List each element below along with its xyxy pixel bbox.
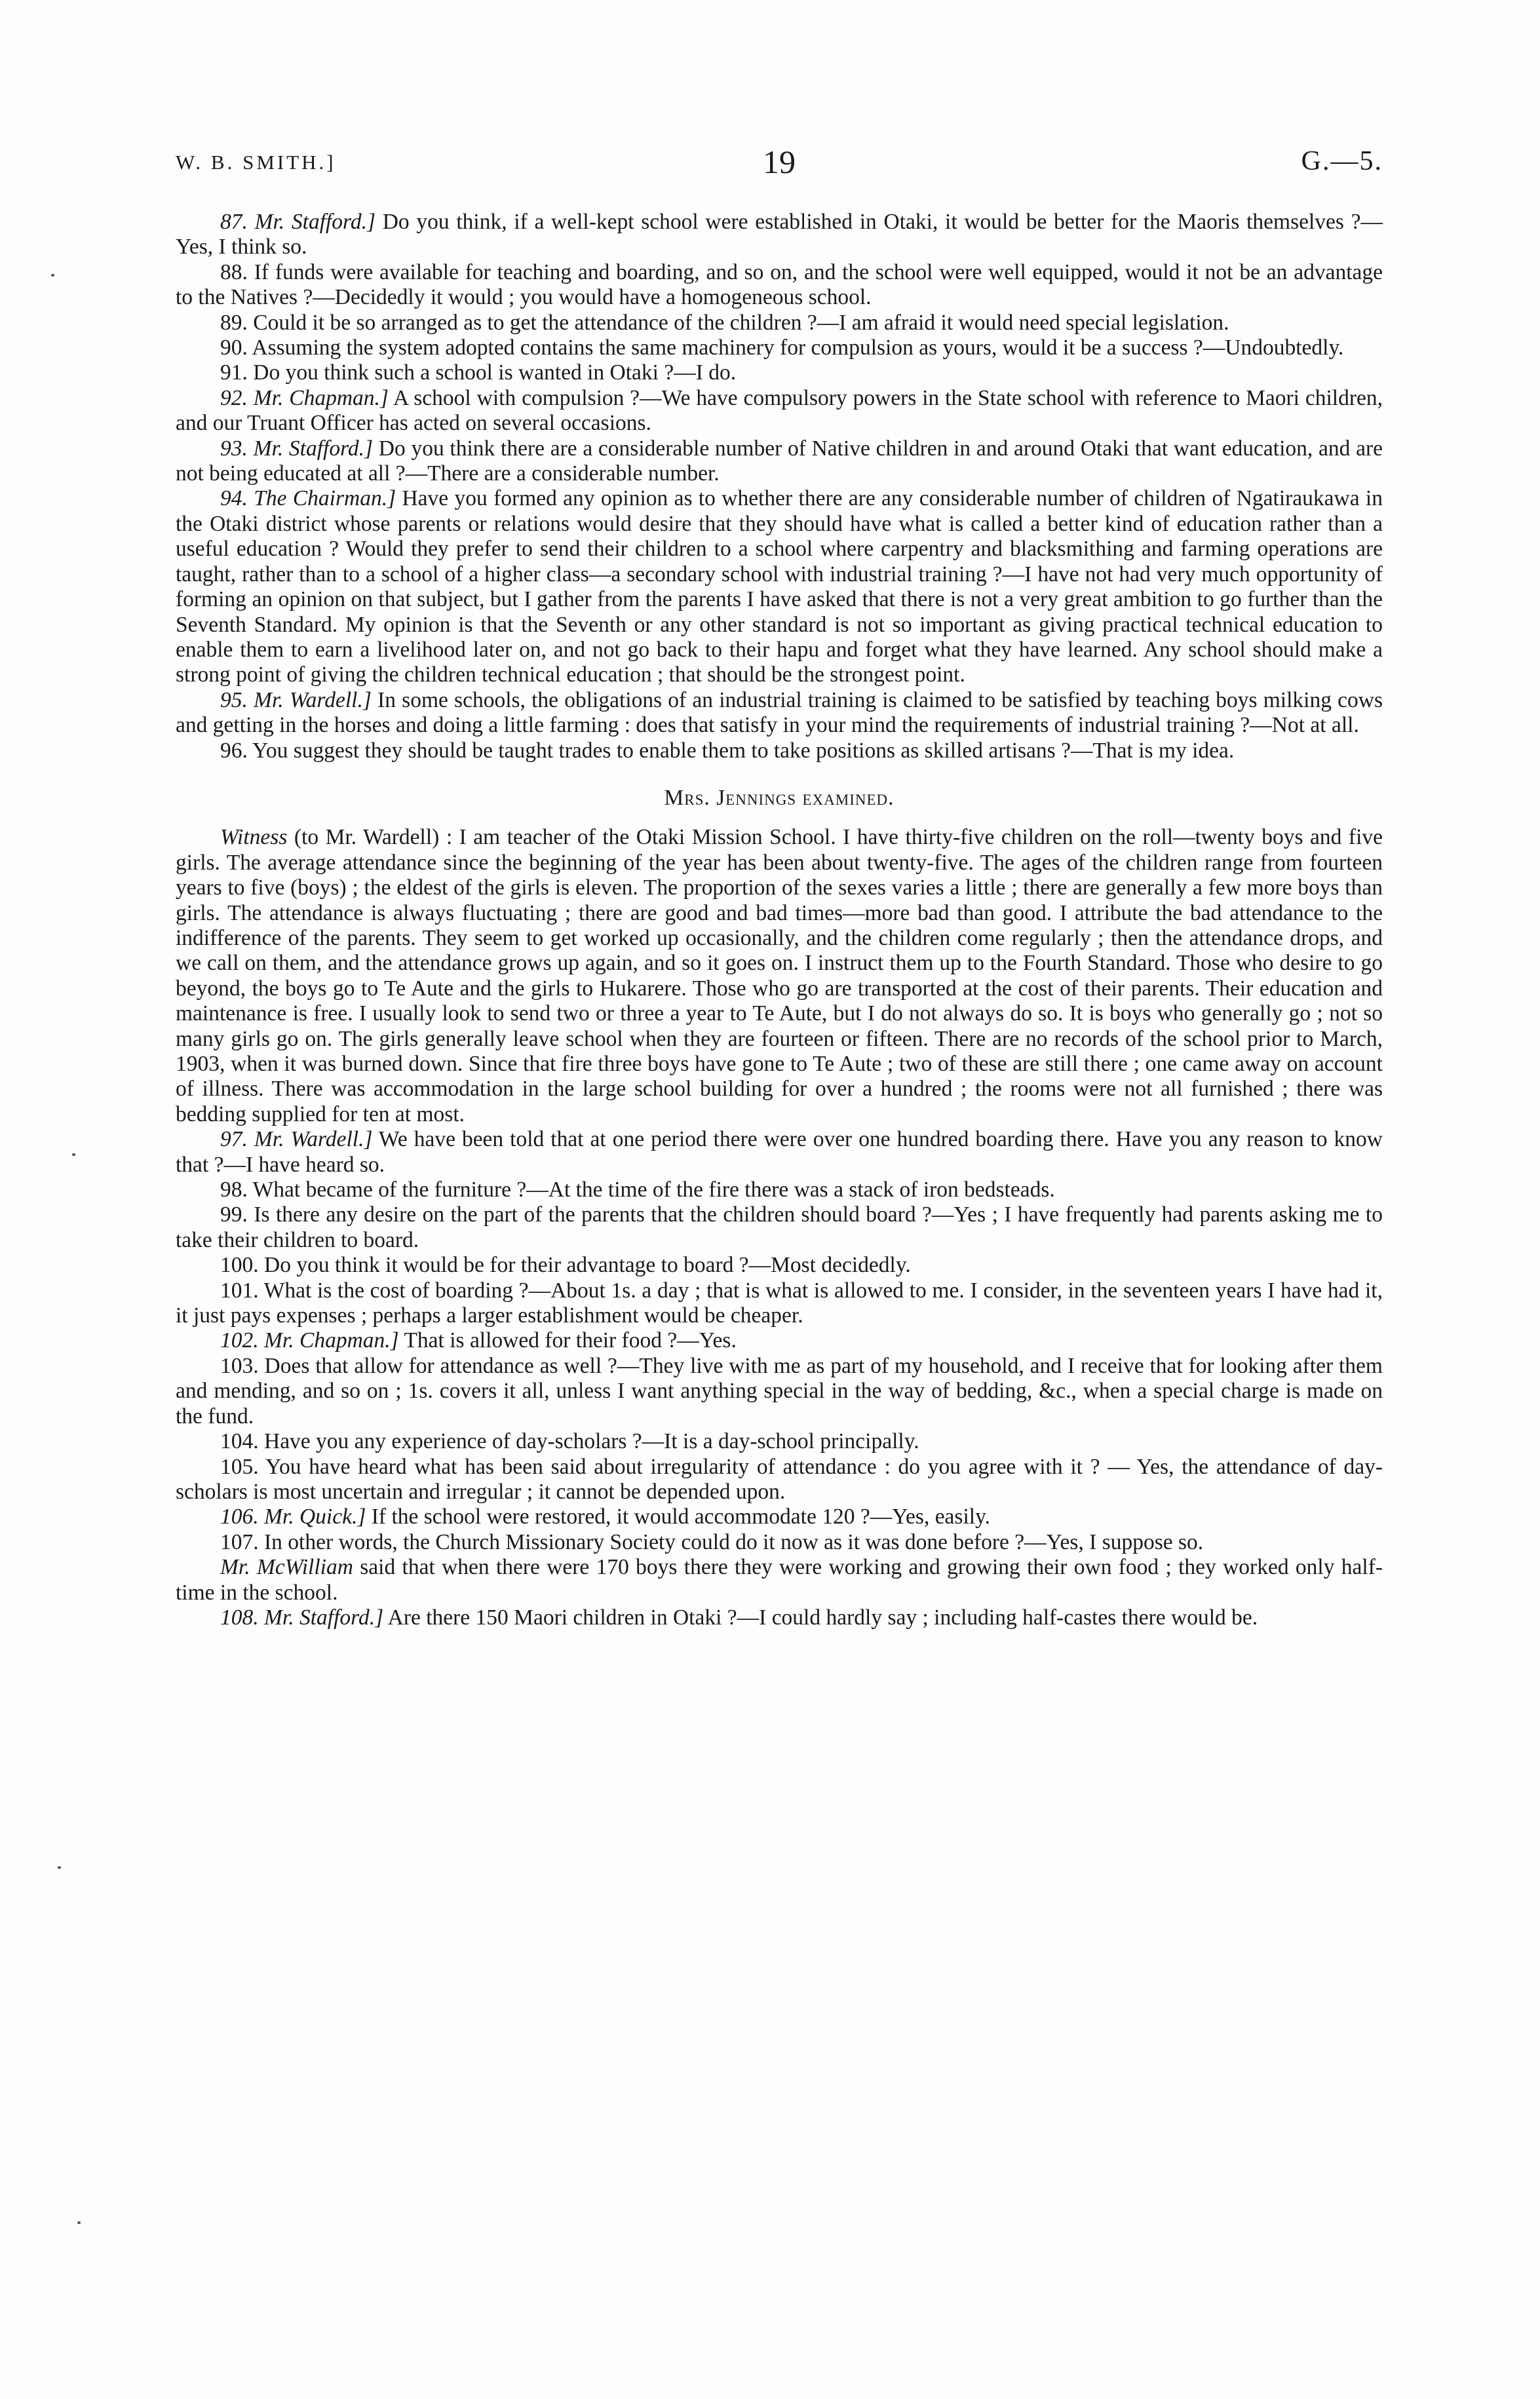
speaker: Mr. McWilliam bbox=[220, 1555, 353, 1580]
paragraph-text: (to Mr. Wardell) : I am teacher of the Otaki Mission School. I have thirty-five children on the roll—twenty boys and five girls. The average attendance since the beginning of the year has been about twenty-five. The ages of the children range from fourteen years to five (boys) ; the eldest of the girls is eleven. The proportion of the sexes varies a little ; there are generally a few more boys than girls. The attendance is always fluctuating ; there are good and bad times—more bad than good. I attribute the bad attendance to the indifference of the parents. They seem to get worked up occasionally, and the children come regularly ; then the attendance drops, and we call on them, and the attendance grows up again, and so it goes on. I instruct them up to the Fourth Standard. Those who desire to go beyond, the boys go to Te Aute and the girls to Hukarere. Those who go are transported at the cost of their parents. Their education and maintenance is free. I usually look to send two or three a year to Te Aute, but I do not always do so. It is boys who generally go ; not so many girls go on. The girls generally leave school when they are fourteen or fifteen. There are no records of the school prior to March, 1903, when it was burned down. Since that fire three boys have gone to Te Aute ; two of these are still there ; one came away on account of illness. There was accommodation in the large school building for over a hundred ; the rooms were not all furnished ; there was bedding supplied for ten at most. bbox=[176, 825, 1383, 1126]
paragraph-text: That is allowed for their food ?—Yes. bbox=[398, 1328, 737, 1353]
paragraph-text: 89. Could it be so arranged as to get the attendance of the children ?—I am afraid it would need special legislation. bbox=[220, 310, 1229, 335]
paragraph-text: 88. If funds were available for teaching and boarding, and so on, and the school were well equipped, would it not be an advantage to the Natives ?—Decidedly it would ; you would have a homogeneous school. bbox=[176, 259, 1383, 310]
paragraph-88 bbox=[176, 260, 1383, 311]
paragraph-99 bbox=[176, 1202, 1383, 1253]
paragraph-text: 98. What became of the furniture ?—At the time of the fire there was a stack of iron bedsteads. bbox=[220, 1178, 1055, 1202]
page-number: 19 bbox=[763, 144, 796, 180]
paragraph-text: 107. In other words, the Church Missionary Society could do it now as it was done before ?—Yes, I suppose so. bbox=[220, 1529, 1204, 1554]
scan-speck bbox=[51, 274, 54, 277]
paragraph-92 bbox=[176, 386, 1383, 436]
paragraph-104 bbox=[176, 1429, 1383, 1454]
paragraph-93 bbox=[176, 436, 1383, 487]
paragraph-text: Have you formed any opinion as to whether there are any considerable number of children of Ngatiraukawa in the Otaki district whose parents or relations would desire that they should have what is called a better kind of education rather than a useful education ? Would they prefer to send their children to a school where carpentry and blacksmithing and farming operations are taught, rather than to a school of a higher class—a secondary school with industrial training ?—I have not had very much opportunity of forming an opinion on that subject, but I gather from the parents I have asked that there is not a very great ambition to go further than the Seventh Standard. My opinion is that the Seventh or any other standard is not so important as giving practical technical education to enable them to earn a livelihood later on, and not go back to their hapu and forget what they have learned. Any school should make a strong point of giving the children technical education ; that should be the strongest point. bbox=[176, 486, 1383, 687]
paragraph-text: 100. Do you think it would be for their advantage to board ?—Most decidedly. bbox=[220, 1253, 911, 1278]
paragraph-text: 103. Does that allow for attendance as well ?—They live with me as part of my household, and I receive that for looking after them and mending, and so on ; 1s. covers it all, unless I want anything special in the way of bedding, &c., when a special charge is made on the fund. bbox=[176, 1353, 1383, 1429]
section-heading: Mrs. Jennings examined. bbox=[664, 785, 895, 810]
paragraph-text: 104. Have you any experience of day-scholars ?—It is a day-school principally. bbox=[220, 1429, 919, 1454]
scan-speck bbox=[58, 1866, 61, 1869]
scan-speck bbox=[72, 1153, 75, 1156]
speaker: 87. Mr. Stafford.] bbox=[220, 210, 376, 234]
page-body bbox=[176, 210, 1383, 1630]
scan-speck bbox=[77, 2221, 81, 2224]
speaker: 97. Mr. Wardell.] bbox=[220, 1127, 373, 1152]
paragraph-mcwilliam bbox=[176, 1555, 1383, 1605]
paragraph-witness bbox=[176, 825, 1383, 1127]
running-head-witness: W. B. SMITH.] bbox=[176, 151, 336, 174]
paragraph-text: In some schools, the obligations of an industrial training is claimed to be satisfied by teaching boys milking cows and getting in the horses and doing a little farming : does that satisfy in your mind the requirements of industrial training ?—Not at all. bbox=[176, 687, 1383, 738]
paragraph-101 bbox=[176, 1278, 1383, 1329]
paragraph-text: We have been told that at one period there were over one hundred boarding there. Have you any reason to know that ?—I have heard so. bbox=[176, 1127, 1383, 1177]
paragraph-96 bbox=[176, 739, 1383, 763]
paragraph-text: said that when there were 170 boys there they were working and growing their own food ; they worked only half-time in the school. bbox=[176, 1555, 1383, 1605]
paragraph-100 bbox=[176, 1253, 1383, 1278]
paragraph-97 bbox=[176, 1127, 1383, 1178]
paragraph-87 bbox=[176, 210, 1383, 260]
speaker: 93. Mr. Stafford.] bbox=[220, 436, 374, 461]
paragraph-108 bbox=[176, 1605, 1383, 1630]
paragraph-103 bbox=[176, 1354, 1383, 1429]
paragraph-text: 90. Assuming the system adopted contains the same machinery for compulsion as yours, would it be a success ?—Undoubtedly. bbox=[220, 336, 1344, 360]
speaker: 102. Mr. Chapman.] bbox=[220, 1328, 399, 1353]
paragraph-89 bbox=[176, 311, 1383, 336]
paragraph-105 bbox=[176, 1455, 1383, 1505]
paragraph-text: 101. What is the cost of boarding ?—About 1s. a day ; that is what is allowed to me. I consider, in the seventeen years I have had it, it just pays expenses ; perhaps a larger establishment would be cheaper. bbox=[176, 1278, 1383, 1328]
speaker: 108. Mr. Stafford.] bbox=[220, 1605, 384, 1630]
paragraph-text: 105. You have heard what has been said about irregularity of attendance : do you agree with it ? — Yes, the attendance of day-scholars is most uncertain and irregular ; it cannot be depended upon. bbox=[176, 1454, 1383, 1504]
speaker: 94. The Chairman.] bbox=[220, 486, 396, 511]
paragraph-text: Do you think, if a well-kept school were established in Otaki, it would be better for the Maoris themselves ?—Yes, I think so. bbox=[176, 210, 1383, 259]
paragraph-text: Do you think there are a considerable number of Native children in and around Otaki that want education, and are not being educated at all ?—There are a considerable number. bbox=[176, 436, 1383, 486]
paragraph-text: A school with compulsion ?—We have compulsory powers in the State school with reference to Maori children, and our Truant Officer has acted on several occasions. bbox=[176, 385, 1383, 436]
paragraph-98 bbox=[176, 1178, 1383, 1202]
paragraph-94 bbox=[176, 486, 1383, 687]
speaker: 95. Mr. Wardell.] bbox=[220, 687, 372, 712]
paragraph-90 bbox=[176, 336, 1383, 360]
paper-reference: G.—5. bbox=[1301, 146, 1383, 176]
paragraph-107 bbox=[176, 1530, 1383, 1555]
paragraph-106 bbox=[176, 1505, 1383, 1529]
paragraph-text: 99. Is there any desire on the part of the parents that the children should board ?—Yes ; I have frequently had parents asking me to take their children to board. bbox=[176, 1202, 1383, 1252]
paragraph-text: 96. You suggest they should be taught trades to enable them to take positions as skilled artisans ?—That is my idea. bbox=[220, 738, 1235, 763]
paragraph-text: If the school were restored, it would accommodate 120 ?—Yes, easily. bbox=[366, 1505, 991, 1529]
paragraph-102 bbox=[176, 1328, 1383, 1353]
speaker: Witness bbox=[220, 825, 288, 850]
paragraph-text: Are there 150 Maori children in Otaki ?—I could hardly say ; including half-castes there would be. bbox=[383, 1605, 1258, 1630]
paragraph-95 bbox=[176, 688, 1383, 739]
paragraph-text: 91. Do you think such a school is wanted in Otaki ?—I do. bbox=[220, 360, 737, 385]
speaker: 106. Mr. Quick.] bbox=[220, 1505, 366, 1529]
speaker: 92. Mr. Chapman.] bbox=[220, 385, 389, 410]
page-header bbox=[176, 145, 1383, 191]
paragraph-91 bbox=[176, 360, 1383, 385]
